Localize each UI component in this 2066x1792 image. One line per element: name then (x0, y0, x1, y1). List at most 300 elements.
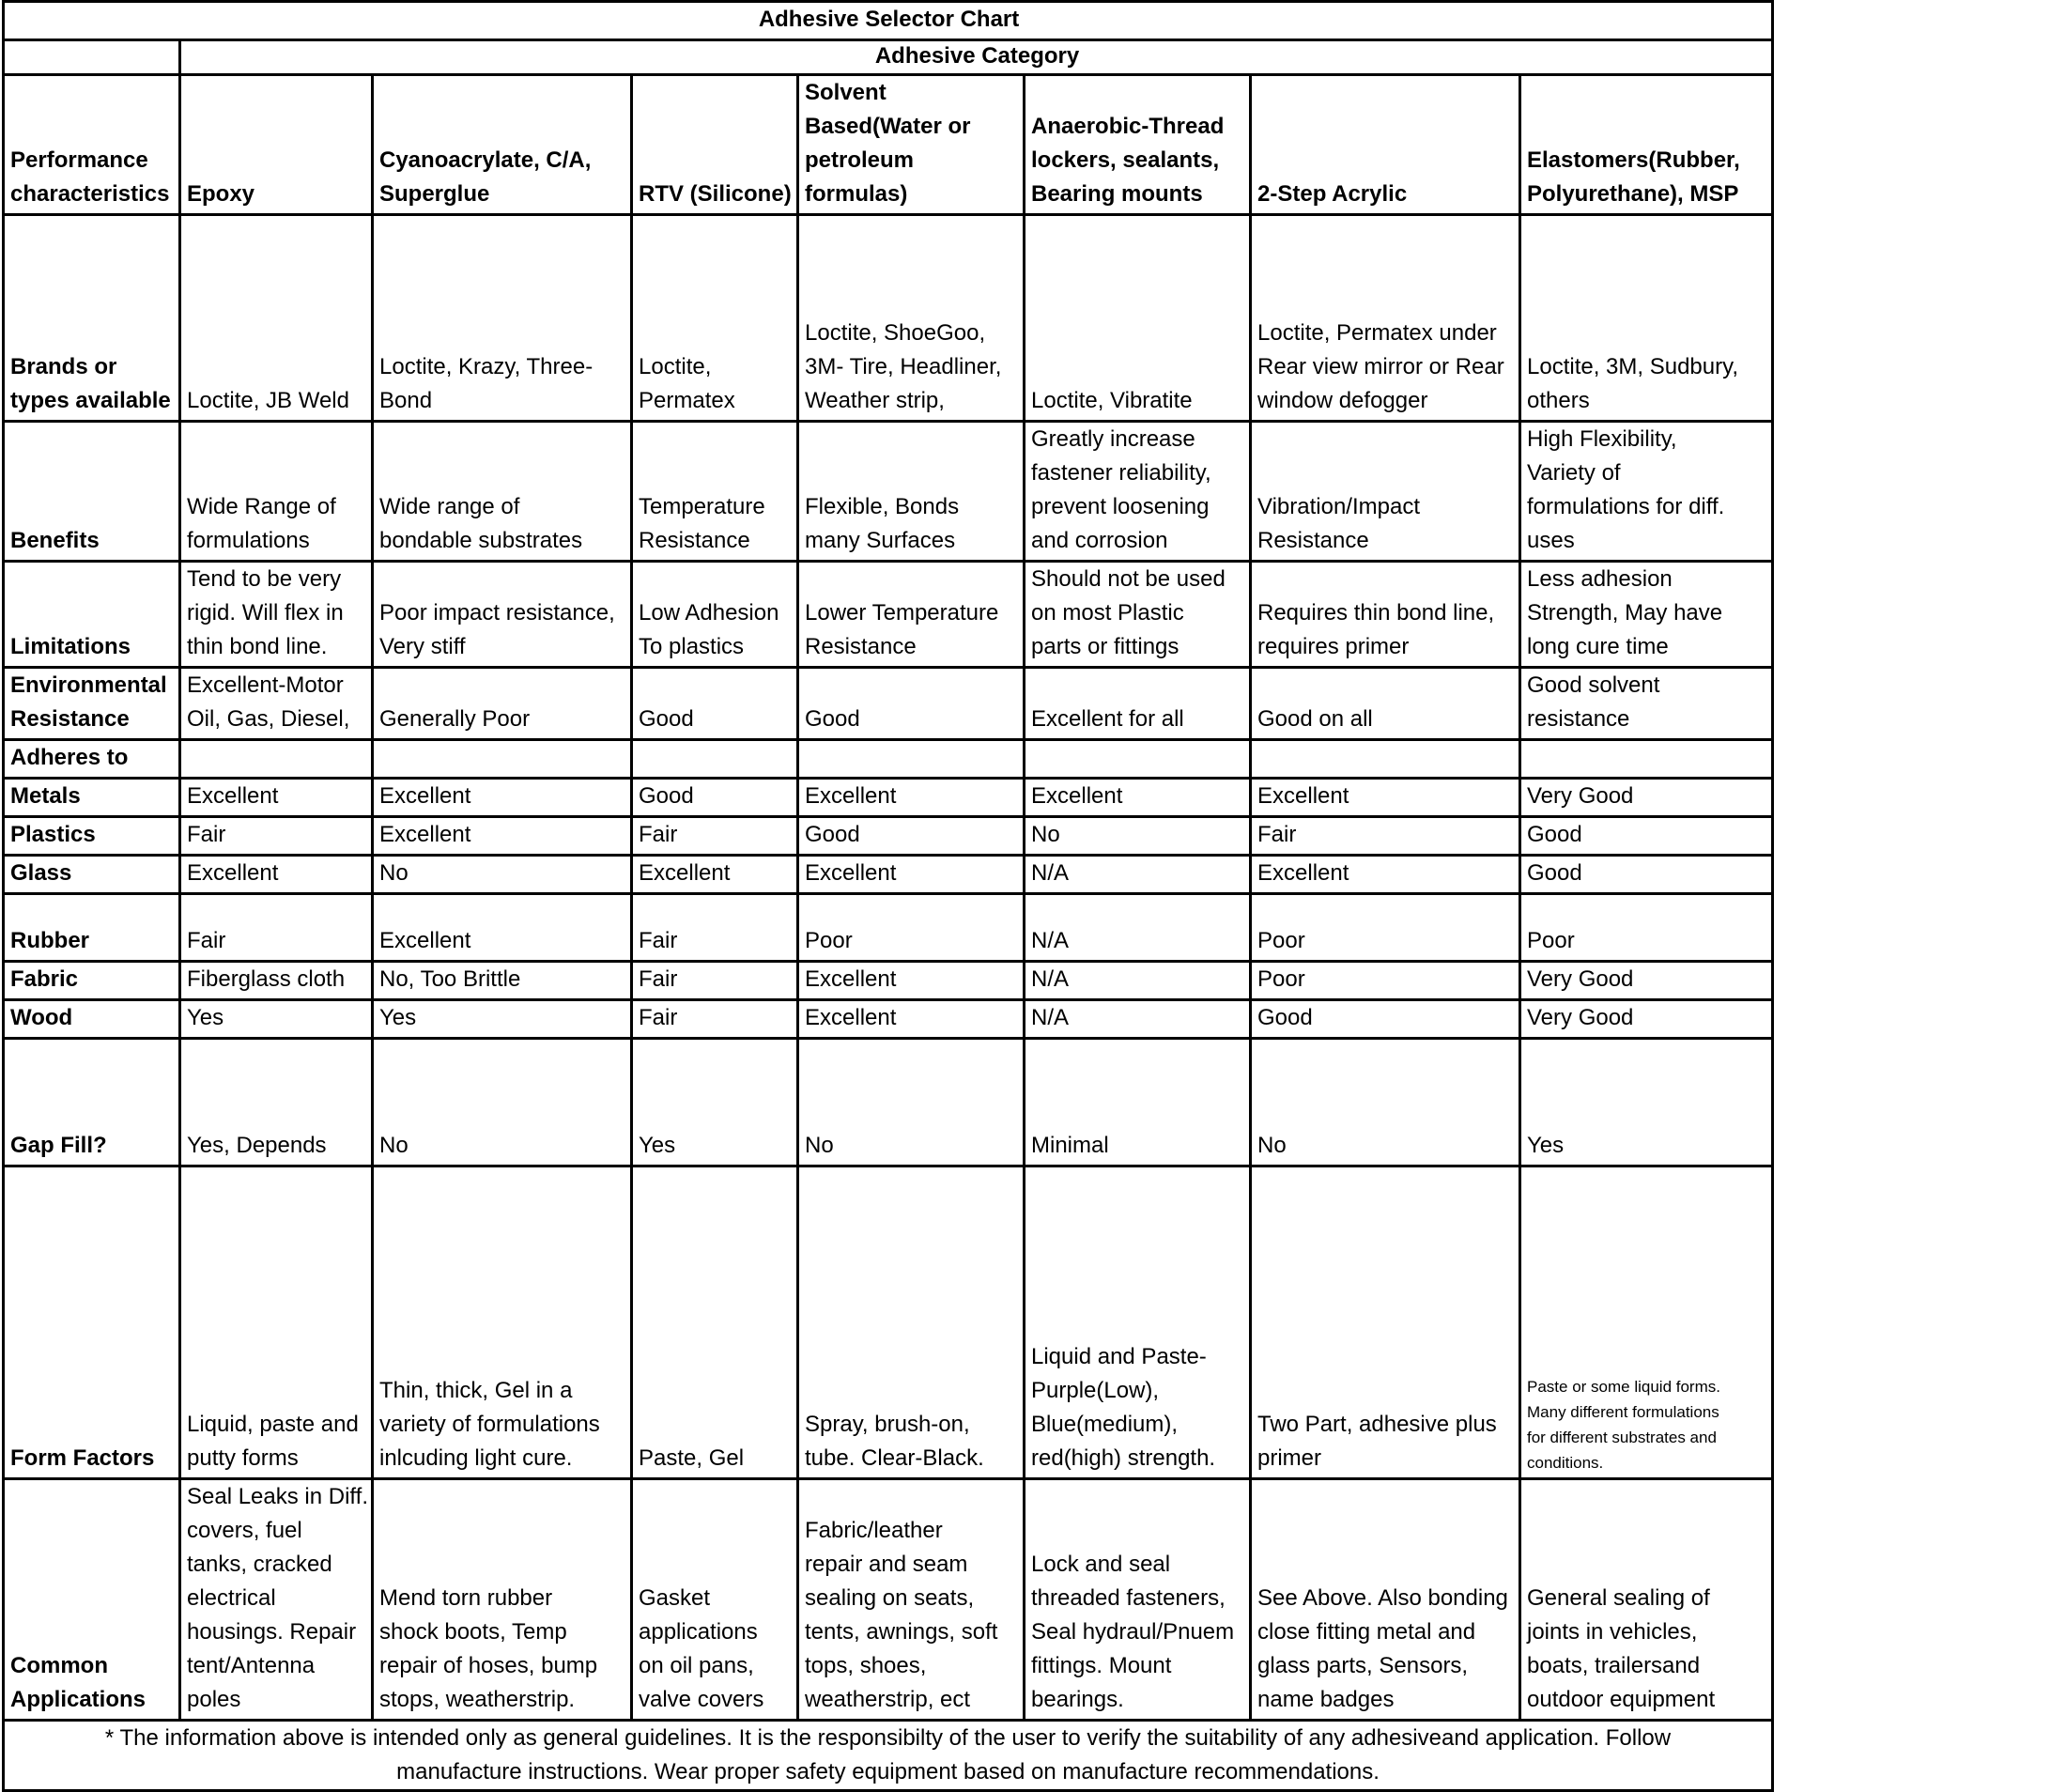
table-cell (1251, 1166, 1520, 1479)
cell-text-line: No, Too Brittle (379, 966, 521, 992)
cell-text-line: tent/Antenna (187, 1653, 316, 1678)
table-cell (632, 422, 798, 562)
table-cell (798, 1039, 1025, 1166)
adhesive-column-header (373, 75, 632, 215)
cell-text-line: uses (1527, 528, 1575, 553)
cell-text-line: Loctite, Vibratite (1031, 388, 1193, 413)
row-label (4, 1479, 180, 1721)
table-cell (1025, 1039, 1251, 1166)
cell-text-line: weatherstrip, ect (805, 1687, 971, 1712)
cell-text-line: Minimal (1031, 1133, 1109, 1158)
table-cell (632, 962, 798, 1000)
cell-text-line: valve covers (639, 1687, 764, 1712)
cell-text-line: Resistance (1257, 528, 1369, 553)
row-label (4, 215, 180, 422)
cell-text-line: Resistance (10, 706, 130, 732)
cell-text-line: Yes (1527, 1133, 1565, 1158)
table-row (4, 962, 1773, 1000)
cell-text-line: Applications (10, 1687, 146, 1712)
cell-text-line: fittings. Mount (1031, 1653, 1172, 1678)
table-row (4, 1039, 1773, 1166)
table-cell (373, 856, 632, 894)
cell-text-line: Good (639, 706, 694, 732)
table-cell (180, 422, 373, 562)
cell-text-line: Lower Temperature (805, 600, 999, 626)
cell-text-line: Very Good (1527, 966, 1634, 992)
cell-text-line: Low Adhesion (639, 600, 779, 626)
cell-text-line: Gap Fill? (10, 1133, 107, 1158)
table-cell (180, 1479, 373, 1721)
table-cell (798, 962, 1025, 1000)
table-cell (1520, 856, 1773, 894)
table-cell (1251, 894, 1520, 962)
cell-text-line: Bearing mounts (1031, 181, 1203, 207)
cell-text-line: Fair (187, 928, 226, 953)
cell-text-line: Generally Poor (379, 706, 531, 732)
table-row (4, 894, 1773, 962)
cell-text-line: formulations (187, 528, 310, 553)
cell-text-line: No (379, 860, 409, 886)
cell-text-line: 2-Step Acrylic (1257, 181, 1408, 207)
table-cell (1251, 668, 1520, 740)
table-cell (1520, 1000, 1773, 1039)
table-cell (798, 1000, 1025, 1039)
table-cell (373, 1039, 632, 1166)
cell-text-line: primer (1257, 1445, 1322, 1471)
cell-text-line: Resistance (639, 528, 750, 553)
table-cell (1025, 1166, 1251, 1479)
cell-text-line: Good (805, 822, 860, 847)
table-cell (373, 779, 632, 817)
cell-text-line: threaded fasteners, (1031, 1585, 1226, 1611)
table-cell (1025, 779, 1251, 817)
table-cell (632, 1166, 798, 1479)
cell-text-line: Common (10, 1653, 108, 1678)
cell-text-line: Resistance (805, 634, 917, 659)
table-cell (1251, 562, 1520, 668)
cell-text-line: tops, shoes, (805, 1653, 927, 1678)
cell-text-line: Less adhesion (1527, 566, 1673, 592)
table-row (4, 1479, 1773, 1721)
cell-text-line: Very stiff (379, 634, 466, 659)
cell-text-line: Anaerobic-Thread (1031, 114, 1225, 139)
table-cell (798, 894, 1025, 962)
cell-text-line: bondable substrates (379, 528, 583, 553)
table-cell (1025, 422, 1251, 562)
cell-text-line: joints in vehicles, (1527, 1619, 1698, 1645)
table-cell (1520, 215, 1773, 422)
table-row (4, 779, 1773, 817)
cell-text-line: putty forms (187, 1445, 299, 1471)
cell-text-line: close fitting metal and (1257, 1619, 1476, 1645)
table-cell (1520, 962, 1773, 1000)
cell-text-line: on oil pans, (639, 1653, 754, 1678)
table-cell (180, 856, 373, 894)
adhesive-column-header (1025, 75, 1251, 215)
table-cell (1251, 215, 1520, 422)
cell-text-line: Bond (379, 388, 433, 413)
cell-text-line: Excellent (379, 928, 471, 953)
table-cell (798, 779, 1025, 817)
cell-text-line: red(high) strength. (1031, 1445, 1216, 1471)
cell-text-line: parts or fittings (1031, 634, 1179, 659)
cell-text-line: Lock and seal (1031, 1552, 1171, 1577)
cell-text-line: Polyurethane), MSP (1527, 181, 1739, 207)
cell-text-line: Loctite, ShoeGoo, (805, 320, 986, 346)
table-cell (1520, 668, 1773, 740)
cell-text-line: Solvent (805, 80, 887, 105)
cell-text-line: covers, fuel (187, 1518, 302, 1543)
disclaimer-footnote (4, 1721, 1773, 1791)
cell-text-line: Excellent (187, 860, 279, 886)
table-cell (1520, 422, 1773, 562)
table-cell (180, 215, 373, 422)
cell-text-line: Poor (805, 928, 853, 953)
cell-text-line: stops, weatherstrip. (379, 1687, 576, 1712)
cell-text-line: Excellent (1257, 860, 1349, 886)
cell-text-line: many Surfaces (805, 528, 956, 553)
adhesive-column-header (180, 75, 373, 215)
cell-text-line: Excellent (379, 783, 471, 809)
cell-text-line: Good on all (1257, 706, 1373, 732)
cell-text-line: Wood (10, 1005, 73, 1030)
table-cell (1025, 817, 1251, 856)
table-cell (180, 962, 373, 1000)
table-cell (632, 856, 798, 894)
adhesive-column-header (1251, 75, 1520, 215)
footnote-row (4, 1721, 1773, 1791)
cell-text-line: Good (1527, 822, 1582, 847)
cell-text-line: outdoor equipment (1527, 1687, 1716, 1712)
table-cell (798, 422, 1025, 562)
cell-text-line: Wide Range of (187, 494, 336, 519)
row-label (4, 740, 180, 779)
table-cell (632, 1479, 798, 1721)
table-cell (1520, 779, 1773, 817)
cell-text-line: Flexible, Bonds (805, 494, 960, 519)
cell-text-line: RTV (Silicone) (639, 181, 792, 207)
cell-text-line: Temperature (639, 494, 765, 519)
cell-text-line: Excellent (805, 783, 897, 809)
cell-text-line: tents, awnings, soft (805, 1619, 998, 1645)
cell-text-line: lockers, sealants, (1031, 147, 1220, 173)
table-cell (1251, 962, 1520, 1000)
cell-text-line: sealing on seats, (805, 1585, 975, 1611)
cell-text-line: N/A (1031, 928, 1070, 953)
cell-text-line: Loctite, (639, 354, 712, 379)
table-cell (1251, 817, 1520, 856)
table-cell (632, 1000, 798, 1039)
cell-text-line: Good solvent (1527, 672, 1660, 698)
cell-text-line: resistance (1527, 706, 1630, 732)
table-cell (1025, 562, 1251, 668)
row-label (4, 1166, 180, 1479)
cell-text-line: fastener reliability, (1031, 460, 1211, 486)
cell-text-line: To plastics (639, 634, 745, 659)
table-cell (180, 1000, 373, 1039)
table-row (4, 215, 1773, 422)
cell-text-line: Plastics (10, 822, 96, 847)
table-cell (373, 422, 632, 562)
table-cell (1520, 740, 1773, 779)
table-cell (798, 562, 1025, 668)
cell-text-line: prevent loosening (1031, 494, 1210, 519)
cell-text-line: Paste or some liquid forms. (1527, 1378, 1720, 1396)
table-cell (1251, 1039, 1520, 1166)
table-cell (1520, 1479, 1773, 1721)
cell-text-line: Paste, Gel (639, 1445, 745, 1471)
table-cell (632, 740, 798, 779)
cell-text-line: long cure time (1527, 634, 1669, 659)
table-cell (632, 894, 798, 962)
cell-text-line: others (1527, 388, 1590, 413)
cell-text-line: Excellent (805, 860, 897, 886)
table-cell (798, 215, 1025, 422)
cell-text-line: N/A (1031, 860, 1070, 886)
cell-text-line: Loctite, Permatex under (1257, 320, 1497, 346)
cell-text-line: Cyanoacrylate, C/A, (379, 147, 592, 173)
table-cell (1025, 962, 1251, 1000)
table-cell (1251, 1479, 1520, 1721)
table-cell (1025, 215, 1251, 422)
cell-text-line: Fabric/leather (805, 1518, 943, 1543)
cell-text-line: Excellent (379, 822, 471, 847)
table-cell (1025, 740, 1251, 779)
table-cell (1025, 668, 1251, 740)
cell-text-line: Excellent (1031, 783, 1123, 809)
cell-text-line: Variety of (1527, 460, 1621, 486)
cell-text-line: No (1257, 1133, 1287, 1158)
cell-text-line: Excellent (639, 860, 731, 886)
cell-text-line: Many different formulations (1527, 1403, 1719, 1421)
cell-text-line: Seal Leaks in Diff. (187, 1484, 368, 1509)
cell-text-line: tanks, cracked (187, 1552, 332, 1577)
row-label (4, 562, 180, 668)
cell-text-line: glass parts, Sensors, (1257, 1653, 1469, 1678)
adhesive-selector-table (2, 0, 1774, 1792)
adhesive-category-header: Adhesive Category (180, 40, 1773, 75)
cell-text-line: Elastomers(Rubber, (1527, 147, 1740, 173)
cell-text-line: Fiberglass cloth (187, 966, 346, 992)
cell-text-line: Vibration/Impact (1257, 494, 1420, 519)
cell-text-line: Yes (187, 1005, 224, 1030)
cell-text-line: Fair (639, 966, 678, 992)
cell-text-line: Excellent (1257, 783, 1349, 809)
table-cell (373, 562, 632, 668)
cell-text-line: petroleum (805, 147, 915, 173)
cell-text-line: applications (639, 1619, 758, 1645)
cell-text-line: Poor impact resistance, (379, 600, 615, 626)
cell-text-line: Excellent (187, 783, 279, 809)
table-cell (180, 894, 373, 962)
cell-text-line: electrical (187, 1585, 276, 1611)
table-cell (632, 779, 798, 817)
blank-corner-cell (4, 40, 180, 75)
cell-text-line: repair of hoses, bump (379, 1653, 598, 1678)
cell-text-line: Gasket (639, 1585, 711, 1611)
cell-text-line: Very Good (1527, 783, 1634, 809)
cell-text-line: Greatly increase (1031, 426, 1195, 452)
table-cell (180, 1166, 373, 1479)
cell-text-line: Fair (187, 822, 226, 847)
table-row (4, 562, 1773, 668)
cell-text-line: Purple(Low), (1031, 1378, 1160, 1403)
table-row (4, 856, 1773, 894)
cell-text-line: Tend to be very (187, 566, 342, 592)
adhesive-selector-sheet (2, 0, 1771, 1792)
row-label (4, 779, 180, 817)
table-cell (1251, 856, 1520, 894)
row-label (4, 1039, 180, 1166)
row-label (4, 856, 180, 894)
table-cell (180, 779, 373, 817)
table-row (4, 1166, 1773, 1479)
title-row (4, 2, 1773, 40)
cell-text-line: tube. Clear-Black. (805, 1445, 984, 1471)
cell-text-line: 3M- Tire, Headliner, (805, 354, 1002, 379)
table-cell (798, 856, 1025, 894)
cell-text-line: characteristics (10, 181, 170, 207)
performance-characteristics-header (4, 75, 180, 215)
cell-text-line: requires primer (1257, 634, 1410, 659)
cell-text-line: Mend torn rubber (379, 1585, 553, 1611)
cell-text-line: N/A (1031, 1005, 1070, 1030)
cell-text-line: window defogger (1257, 388, 1428, 413)
row-label (4, 668, 180, 740)
cell-text-line: Thin, thick, Gel in a (379, 1378, 573, 1403)
cell-text-line: formulas) (805, 181, 908, 207)
cell-text-line: No (805, 1133, 834, 1158)
table-cell (1251, 422, 1520, 562)
cell-text-line: Loctite, 3M, Sudbury, (1527, 354, 1738, 379)
column-header-row (4, 75, 1773, 215)
footnote-line: manufacture instructions. Wear proper safety equipment based on manufacture recommendations. (396, 1759, 1380, 1784)
cell-text-line: Performance (10, 147, 148, 173)
cell-text-line: variety of formulations (379, 1412, 600, 1437)
cell-text-line: N/A (1031, 966, 1070, 992)
cell-text-line: Permatex (639, 388, 735, 413)
cell-text-line: conditions. (1527, 1454, 1604, 1472)
table-cell (180, 1039, 373, 1166)
table-cell (373, 894, 632, 962)
cell-text-line: No (379, 1133, 409, 1158)
table-cell (1251, 740, 1520, 779)
table-cell (798, 740, 1025, 779)
row-label (4, 1000, 180, 1039)
table-cell (373, 1166, 632, 1479)
table-cell (798, 668, 1025, 740)
cell-text-line: Liquid, paste and (187, 1412, 359, 1437)
table-cell (1251, 779, 1520, 817)
table-cell (632, 562, 798, 668)
cell-text-line: poles (187, 1687, 241, 1712)
table-cell (180, 668, 373, 740)
table-cell (1025, 894, 1251, 962)
table-cell (798, 1166, 1025, 1479)
cell-text-line: name badges (1257, 1687, 1395, 1712)
table-cell (1520, 1166, 1773, 1479)
cell-text-line: Excellent-Motor (187, 672, 344, 698)
cell-text-line: Blue(medium), (1031, 1412, 1179, 1437)
cell-text-line: Excellent (805, 966, 897, 992)
cell-text-line: High Flexibility, (1527, 426, 1677, 452)
cell-text-line: on most Plastic (1031, 600, 1184, 626)
cell-text-line: Limitations (10, 634, 131, 659)
cell-text-line: Yes, Depends (187, 1133, 327, 1158)
table-cell (373, 668, 632, 740)
chart-title: Adhesive Selector Chart (4, 2, 1773, 40)
table-cell (632, 668, 798, 740)
cell-text-line: Fair (639, 928, 678, 953)
cell-text-line: Should not be used (1031, 566, 1226, 592)
cell-text-line: Superglue (379, 181, 490, 207)
cell-text-line: Rear view mirror or Rear (1257, 354, 1504, 379)
cell-text-line: No (1031, 822, 1060, 847)
cell-text-line: Good (1527, 860, 1582, 886)
category-row (4, 40, 1773, 75)
table-cell (1520, 1039, 1773, 1166)
table-cell (373, 962, 632, 1000)
table-cell (632, 817, 798, 856)
table-row (4, 1000, 1773, 1039)
table-cell (1025, 1479, 1251, 1721)
cell-text-line: Fair (639, 822, 678, 847)
table-cell (1520, 817, 1773, 856)
cell-text-line: Good (1257, 1005, 1313, 1030)
table-cell (632, 215, 798, 422)
cell-text-line: thin bond line. (187, 634, 328, 659)
table-cell (180, 740, 373, 779)
cell-text-line: Loctite, JB Weld (187, 388, 349, 413)
cell-text-line: Seal hydraul/Pnuem (1031, 1619, 1235, 1645)
table-row (4, 668, 1773, 740)
row-label (4, 422, 180, 562)
table-cell (1025, 856, 1251, 894)
cell-text-line: Benefits (10, 528, 100, 553)
table-cell (1251, 1000, 1520, 1039)
cell-text-line: Adheres to (10, 745, 129, 770)
cell-text-line: types available (10, 388, 171, 413)
table-cell (798, 817, 1025, 856)
cell-text-line: Two Part, adhesive plus (1257, 1412, 1497, 1437)
table-cell (798, 1479, 1025, 1721)
table-cell (373, 1479, 632, 1721)
cell-text-line: Rubber (10, 928, 89, 953)
cell-text-line: Fair (639, 1005, 678, 1030)
cell-text-line: and corrosion (1031, 528, 1168, 553)
cell-text-line: Yes (379, 1005, 417, 1030)
table-row (4, 422, 1773, 562)
cell-text-line: Brands or (10, 354, 117, 379)
row-label (4, 962, 180, 1000)
adhesive-column-header (632, 75, 798, 215)
cell-text-line: Epoxy (187, 181, 255, 207)
cell-text-line: Good (805, 706, 860, 732)
cell-text-line: housings. Repair (187, 1619, 357, 1645)
cell-text-line: Wide range of (379, 494, 520, 519)
table-body (4, 2, 1773, 1791)
cell-text-line: shock boots, Temp (379, 1619, 567, 1645)
table-cell (632, 1039, 798, 1166)
cell-text-line: Requires thin bond line, (1257, 600, 1495, 626)
cell-text-line: Yes (639, 1133, 676, 1158)
cell-text-line: Weather strip, (805, 388, 945, 413)
footnote-line: * The information above is intended only as general guidelines. It is the responsibilty of the user to verify the suitability of any adhesiveand application. Follow (104, 1725, 1672, 1751)
cell-text-line: for different substrates and (1527, 1429, 1717, 1446)
cell-text-line: Good (639, 783, 694, 809)
cell-text-line: Excellent (805, 1005, 897, 1030)
cell-text-line: Very Good (1527, 1005, 1634, 1030)
